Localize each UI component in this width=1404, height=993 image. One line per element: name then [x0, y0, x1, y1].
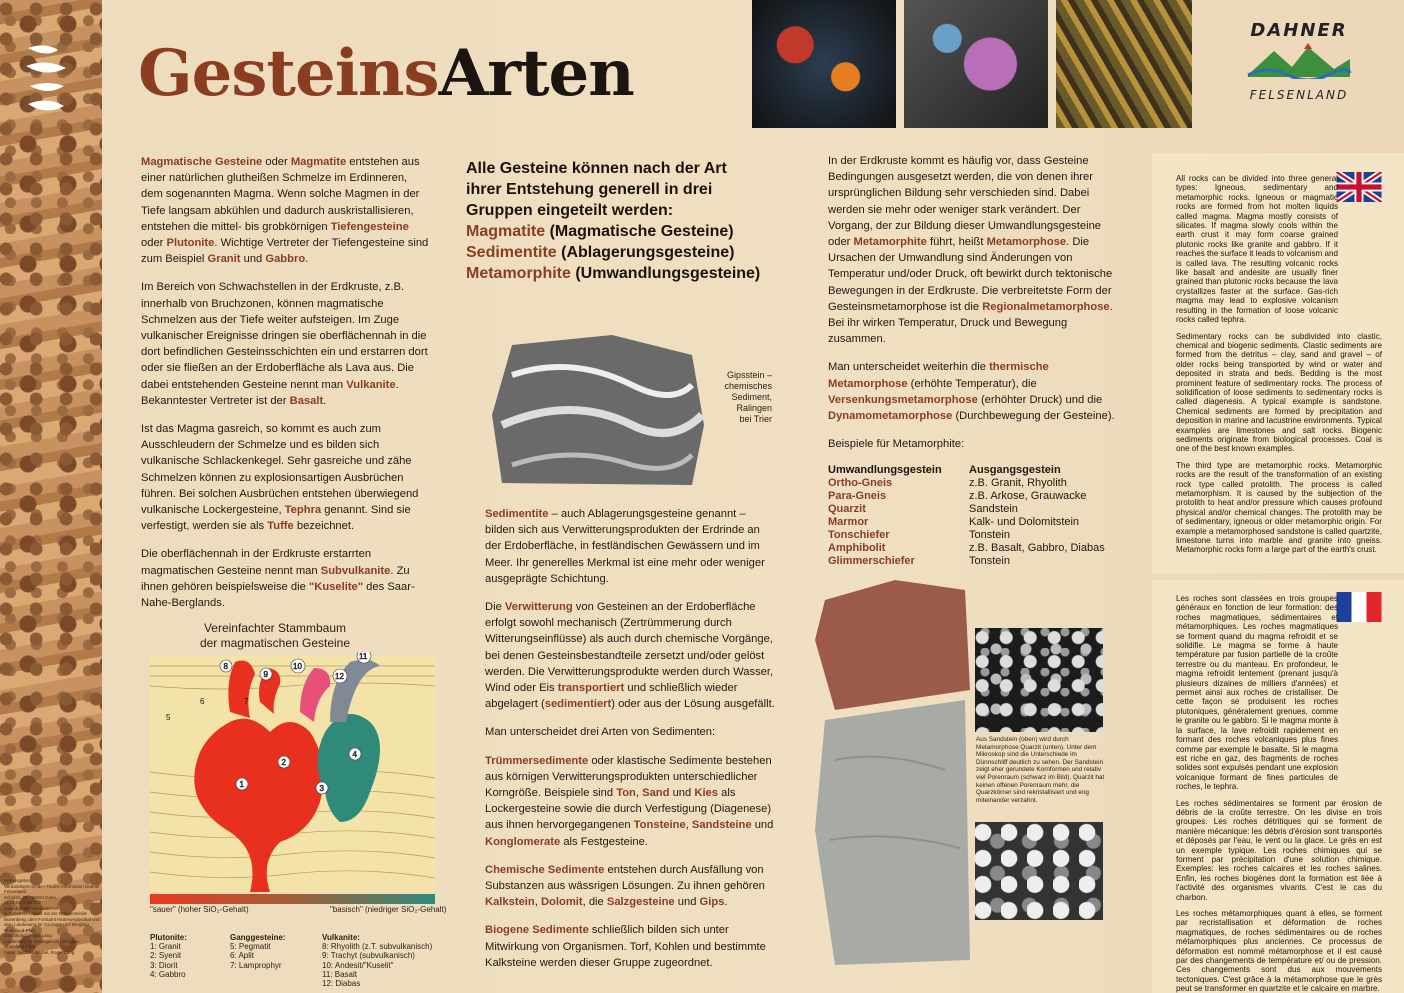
diagram-label: 6 [200, 697, 205, 706]
term: Tephra [284, 504, 322, 517]
diagram-label: 9 [263, 670, 268, 679]
legend-head: Ganggesteine: [230, 933, 286, 942]
rock-stack-logo-icon [22, 42, 70, 114]
french-paragraph: Les roches sont classées en trois groupes généraux en fonction de leur formation: des roches magmatiques, sédimentaires et métamorphiques. Les roches magmatiques se forment quand du magma refroidit et se solidifie. Le magma se forme à haute température par fusion partielle de la croûte terrestre ou du manteau. En profondeur, le magma refroidit lentement (prenant jusqu'à plusieurs dizaines de milliers d'années) et permet ainsi aux roches de cristalliser. De cette façon se produisent les roches plutoniques, généralement grenues, comme le granite ou le gabbro. Si le magma monte à la surface, la lave refroidit rapidement en formant des roches volcaniques plus fines comme par exemple le basalte. Si le magma est riche en gaz, des fragments de roches solides sont expulsés pendant une explosion volcanique formant de fines particules de roches, le tephra. [1176, 594, 1338, 792]
diagram-label: 10 [293, 662, 302, 671]
text: (erhöhte Temperatur), die [907, 377, 1037, 390]
diagram-label: 1 [239, 780, 244, 789]
legend-item: 1: Granit [150, 942, 181, 952]
paragraph [141, 154, 429, 267]
text: . Bei ihr wirken Temperatur, Druck und Bewegung zusammen. [828, 300, 1113, 346]
french-text [1176, 594, 1382, 993]
paragraph [828, 153, 1118, 347]
imprint-line: Fotos: Michael Grüßel, Roger Lang [4, 949, 75, 955]
legend-item: 7: Lamprophyr [230, 960, 282, 970]
english-paragraph: All rocks can be divided into three general types: Igneous, sedimentary and metamorphic rocks. Igneous or magmatic rocks are formed from hot molten liquids called magma. Magma mostly consists of silicates. If magma slowly cools within the earth crust it may form coarse grained plutonic rocks like granite and gabbro. If it reaches the surface it leads to volcanism and is called lava. The resulting volcanic rocks like basalt and andesite are usually finer grained than plutonic rocks because the lava crystallizes faster at the surface. Gas-rich magma may lead to explosive volcanism resulting in the formation of loose volcanic rocks called tephra. [1176, 174, 1338, 325]
legend-ganggesteine [230, 933, 286, 970]
intro-group [466, 263, 796, 284]
term: Kies [694, 787, 718, 800]
intro-line: Gruppen eingeteilt werden: [466, 202, 674, 219]
diagram-label: 3 [319, 784, 324, 793]
intro-line: ihrer Entstehung generell in drei [466, 181, 713, 198]
intro-group [466, 242, 796, 263]
text: oder [141, 237, 167, 250]
term: Magmatische Gesteine [141, 156, 263, 168]
silica-gradient-bar [150, 894, 435, 904]
title-part-2: Arten [438, 36, 634, 111]
group-desc: (Umwandlungsgesteine) [570, 265, 761, 282]
text: (erhöhter Druck) und die [977, 393, 1103, 406]
brand-line-1: DAHNER [1250, 20, 1348, 41]
text: entstehen durch Ausfällung von Substanzen aus wässrigen Lösungen. Zu ihnen gehören [485, 863, 765, 893]
text: . Zu ihnen gehören beispielsweise die [141, 564, 410, 593]
term: "Kuselite" [308, 580, 364, 593]
paragraph [828, 359, 1118, 424]
diagram-label: 8 [223, 662, 228, 671]
magmatite-column [141, 154, 429, 623]
table-row [828, 503, 1105, 516]
table-cell: Glimmerschiefer [828, 555, 915, 568]
imprint-line: in Zusammenarbeit mit der Ortsgemeinde Busenberg, dem Forstamt Hinterweidenthal und dem Landesamt für Geologie und Bergbau Rheinland-Pfalz [4, 911, 100, 933]
group-term: Metamorphite [466, 265, 571, 282]
table-header-cell: Umwandlungsgestein [828, 464, 942, 477]
sandstone-quartzite-sample-photo [815, 580, 970, 965]
legend-item: 10: Andesit/"Kuselit" [322, 960, 394, 970]
text: ) oder aus der Lösung ausgefällt. [611, 698, 775, 711]
rock-layers-photo [1056, 0, 1192, 128]
text: als Lockergesteine sowie die durch Verfestigung (Diagenese) aus ihnen hervorgegangenen [485, 787, 772, 832]
thin-section-caption: Aus Sandstein (oben) wird durch Metamorphose Quarzit (unten). Unter dem Mikroskop sind die Unterschiede im Dünnschliff deutlich zu sehen. Der Sandstein zeigt eher gerundete Kornformen und relativ viel Porenraum (schwarz im Bild). Quarzit hat keinen offenen Porenraum mehr, die Quarzkörner sind rekristallisiert und eng miteinander verzahnt. [976, 736, 1105, 804]
diagram-label: 5 [166, 713, 171, 722]
table-cell: Tonstein [969, 555, 1010, 568]
diagram-title-line: Vereinfachter Stammbaum [203, 621, 347, 635]
thin-section-photo-2 [904, 0, 1048, 128]
table-cell: z.B. Arkose, Grauwacke [969, 490, 1087, 503]
english-paragraph: Sedimentary rocks can be subdivided into clastic, chemical and biogenic sediments. Clastic sediments are formed from the detritus – clay, sand and gravel – of older rocks being transported by wind or water and deposited in strata and beds. Bedding is the most prominent feature of sedimentary rocks. The process of solidification of loose sediments to sedimentary rocks is called diagenesis. A typical example is sandstone. Chemical sediments are formed by precipitation and deposition in marine and lacustrine environments. Typical examples are limestones and salt rocks. Biogenic sediments originate from biological processes. Coal is one of the best known examples. [1176, 331, 1382, 454]
thin-section-photo-1 [752, 0, 896, 128]
page-title [138, 36, 634, 111]
paragraph [828, 436, 1118, 452]
table-cell: Ortho-Gneis [828, 477, 893, 490]
term: Basalt [289, 394, 324, 407]
term: Sedimentite [485, 508, 549, 520]
term: Versenkungsmetamorphose [828, 393, 978, 406]
text: und schließlich wieder abgelagert ( [485, 682, 738, 711]
term: Gips [699, 896, 725, 909]
gypsum-caption [700, 370, 772, 425]
mountains-icon [1244, 41, 1354, 79]
imprint-line: Landesamt für Geologie und Bergbau Rheinland-Pfalz [4, 938, 80, 949]
text: oder klastische Sedimente bestehen aus körnigen Verwitterungsprodukten unterschiedlicher Korngröße. Beispiele sind [485, 754, 772, 800]
text: , [534, 896, 541, 909]
text: Man unterscheidet drei Arten von Sedimenten: [485, 726, 716, 739]
acid-label: "sauer" (hoher SiO₂-Gehalt) [150, 905, 249, 914]
text: . Die Ursachen der Umwandlung sind Änderungen von Temperatur und/oder Druck, oft bewirkt durch tektonische Bewegungen in der Erdkruste. Die verbreitetste Form der Gesteinsmetamorphose ist die [828, 236, 1113, 313]
text: In der Erdkruste kommt es häufig vor, dass Gesteine Bedingungen ausgesetzt werden, die von denen ihrer ursprünglichen Bildung sehr verschieden sind. Dabei werden sie mehr oder weniger stark verändert. Der Vorgang, der zur Bildung dieser Umwandlungsgesteine oder [828, 155, 1102, 249]
term: Granit [207, 253, 241, 266]
text: von Gesteinen an der Erdoberfläche erfolgt sowohl mechanisch (Zertrümmerung durch Witterungseinflüsse) als auch durch chemische Vorgänge, bei denen Gesteinsbestandteile zersetzt und/oder gelöst werden. Die Verwitterungsprodukte werden durch Wasser, Wind oder Eis [485, 601, 774, 695]
metamorphite-column [828, 153, 1118, 568]
table-cell: Kalk- und Dolomitstein [969, 516, 1080, 529]
brand-line-2: FELSENLAND [1249, 88, 1349, 102]
term: Sandsteine [691, 819, 752, 832]
text: . [305, 253, 309, 266]
legend-item: 6: Aplit [230, 951, 255, 961]
legend-item: 4: Gabbro [150, 969, 186, 979]
term: Chemische Sedimente [485, 863, 605, 876]
term: sedimentiert [544, 698, 612, 711]
legend-item: 3: Diorit [150, 960, 178, 970]
term: thermische Metamorphose [828, 361, 1049, 390]
legend-item: 12: Diabas [322, 979, 361, 989]
text: , die [582, 896, 607, 909]
text: und [751, 819, 774, 832]
table-row [828, 529, 1105, 542]
legend-head: Vulkanite: [322, 933, 360, 942]
text: . [323, 394, 327, 407]
legend-item: 5: Pegmatit [230, 942, 271, 952]
legend-item: 2: Syenit [150, 951, 182, 961]
legend-plutonite [150, 933, 187, 979]
text: Die oberflächennah in der Erdkruste erstarrten magmatischen Gesteine nennt man [141, 548, 372, 577]
term: Metamorphite [853, 236, 927, 249]
text: Beispiele für Metamorphite: [828, 438, 965, 451]
imprint-line: Schulstr. 29 · 66994 Dahn [4, 894, 57, 900]
gypsum-rock-photo [492, 335, 707, 490]
legend-item: 8: Rhyolith (z.T. subvulkanisch) [322, 942, 433, 952]
paragraph [485, 599, 775, 712]
table-row [828, 477, 1105, 490]
term: Biogene Sedimente [485, 924, 589, 937]
text: genannt. Sind sie verfestigt, werden sie als [141, 504, 411, 533]
text: führt, heißt [926, 236, 987, 249]
term: Metamorphose [986, 236, 1067, 249]
group-term: Magmatite [466, 223, 546, 240]
legend-item: 9: Trachyt (subvulkanisch) [322, 951, 415, 961]
term: Ton [616, 787, 636, 800]
paragraph [485, 753, 775, 850]
term: Plutonite [166, 237, 215, 250]
term: Gabbro [265, 253, 306, 266]
text: Man unterscheidet weiterhin die [828, 361, 990, 374]
caption-line: Sediment, [731, 392, 772, 402]
diagram-title [170, 621, 380, 651]
text: . [724, 896, 728, 909]
table-row [828, 555, 1105, 568]
paragraph [141, 546, 429, 611]
text: . Wichtige Vertreter der Tiefengesteine sind zum Beispiel [141, 237, 429, 266]
diagram-label: 2 [281, 758, 286, 767]
term: Kalkstein [485, 896, 535, 909]
english-text [1176, 174, 1382, 562]
table-cell: Amphibolit [828, 542, 886, 555]
term: Vulkanite [346, 378, 396, 391]
paragraph [485, 724, 775, 740]
text: , [685, 819, 692, 832]
magmatic-family-tree-diagram [150, 652, 435, 907]
diagram-label: 11 [359, 652, 368, 661]
text: schließlich bilden sich unter Mitwirkung von Organismen. Torf, Kohlen und bestimmte Kalksteine werden dieser Gruppe zugeordnet. [485, 924, 766, 969]
paragraph [485, 862, 775, 911]
caption-line: bei Trier [739, 414, 772, 424]
term: Salzgesteine [606, 896, 675, 909]
term: Sand [642, 787, 670, 800]
basic-label: "basisch" (niedriger SiO₂-Gehalt) [330, 905, 447, 914]
table-cell: z.B. Granit, Rhyolith [969, 477, 1067, 490]
text: Die [485, 601, 505, 614]
sedimentite-column [485, 506, 775, 983]
text: und [240, 253, 266, 266]
diagram-label: 12 [335, 672, 344, 681]
caption-line: Ralingen [736, 403, 772, 413]
text: bezeichnet. [293, 520, 355, 533]
table-header-cell: Ausgangsgestein [969, 464, 1061, 477]
title-part-1: Gesteins [138, 36, 439, 111]
sandstone-photo-strip [0, 0, 102, 993]
imprint-line: Herausgeber: [4, 878, 32, 883]
paragraph [485, 506, 775, 587]
imprint-line: www.dahner-felsenland.net [4, 905, 59, 911]
term: Tonsteine [633, 819, 686, 832]
table-row [828, 490, 1105, 503]
term: Konglomerate [485, 835, 561, 848]
term: Tiefengesteine [330, 220, 409, 233]
caption-line: chemisches [724, 381, 772, 391]
imprint-line: Verbandsgemeinde / Tourist-Information Dahner Felsenland [4, 883, 100, 894]
group-desc: (Ablagerungsgesteine) [556, 244, 735, 261]
english-paragraph: The third type are metamorphic rocks. Metamorphic rocks are the result of the transformation of an existing rock type called protolith. The process is called metamorphism. It is caused by the subjection of the protolith to heat and/or pressure which causes profound physical and/or chemical changes. The protolith may be of sedimentary, igneous or older metamorphic origin. For example a metamorphosed sandstone is called quartzite, limestone turns into marble and granite into gneiss. Metamorphic rocks form a large part of the earth's crust. [1176, 460, 1382, 555]
diagram-label: 7 [244, 697, 249, 706]
text: als Festgesteine. [560, 835, 648, 848]
term: Subvulkanite [320, 564, 391, 577]
intro-heading [466, 158, 796, 284]
paragraph [141, 279, 429, 409]
caption-line: Gipsstein – [726, 370, 772, 380]
term: Trümmersedimente [485, 754, 589, 767]
group-term: Sedimentite [466, 244, 557, 261]
table-row [828, 516, 1105, 529]
text: Ist das Magma gasreich, so kommt es auch zum Ausschleudern der Schmelze und es bilden sich vulkanische Schlackenkegel. Sehr gasreiche und zähe Schmelzen können zu explosionsartigen Ausbrüchen führen. Bei solchen Ausbrüchen entstehen überwiegend vulkanische Lockergesteine, [141, 423, 419, 517]
text: und [674, 896, 700, 909]
table-header [828, 464, 1105, 477]
text: oder [262, 156, 291, 168]
diagram-label: 4 [352, 750, 357, 759]
legend-item: 11: Basalt [322, 969, 357, 979]
legend-head: Plutonite: [150, 933, 187, 942]
text: – auch Ablagerungsgesteine genannt – bilden sich aus Verwitterungsprodukten der Erdrinde an der Erdoberfläche, in festländischen Gewässern und im Meer. Ihr generelles Merkmal ist eine mehr oder weniger ausgeprägte Schichtung. [485, 508, 765, 585]
dahner-felsenland-logo [1224, 20, 1374, 120]
table-cell: Marmor [828, 516, 869, 529]
table-row [828, 542, 1105, 555]
table-cell: Tonstein [969, 529, 1010, 542]
table-cell: Sandstein [969, 503, 1018, 516]
term: Dolomit [540, 896, 583, 909]
table-cell: Tonschiefer [828, 529, 890, 542]
imprint-line: (0 63 91) 9 96 222 [4, 900, 41, 905]
paragraph [141, 421, 429, 534]
group-desc: (Magmatische Gesteine) [545, 223, 734, 240]
quartzite-thin-section [975, 822, 1103, 920]
table-cell: Quarzit [828, 503, 866, 516]
imprint [4, 878, 100, 955]
sandstone-thin-section [975, 628, 1103, 732]
table-cell: Para-Gneis [828, 490, 887, 503]
french-paragraph: Les roches sédimentaires se forment par érosion de débris de la croûte terrestre. On les divise en trois groupes. Les roches détritiques qui se forment de manière mécanique: les débris d'érosion sont transportés et déposés par l'eau, le vent ou la glace. Le grès en est un exemple typique. Les roches chimiques qui se forment par précipitation d'une solution chimique. Exemples: les roches calcaires et les roches salines. Enfin, les roches biogènes dont la formation est liée à l'activité des organismes vivants. C'est le cas du charbon. [1176, 798, 1382, 902]
metamorphite-table [828, 464, 1105, 568]
legend-vulkanite [322, 933, 432, 988]
text: entstehen aus einer natürlichen glutheißen Schmelze im Erdinneren, dem sogenannten Magma. Wenn solche Magmen in der Tiefe langsam abkühlen und dadurch auskristallisieren, entstehen die mittel- bis grobkörnigen [141, 156, 420, 233]
french-paragraph: Les roches métamorphiques quant à elles, se forment par recristallisation et déformation de roches magmatiques, de roches sédimentaires ou de roches métamorphiques plus anciennes. Ce processus de déformation est nommé métamorphose et il est causé par des changements de température et/ ou de pression. Ces changements sont dus aux mouvements tectoniques. C'est grâce à la métamorphose que le grès peut se transformer en quartzite et le calcaire en marbre. [1176, 909, 1382, 993]
diagram-title-line: der magmatischen Gesteine [199, 636, 351, 650]
paragraph [485, 922, 775, 971]
intro-line: Alle Gesteine können nach der Art [466, 160, 727, 177]
table-cell: z.B. Basalt, Gabbro, Diabas [969, 542, 1105, 555]
term: Regionalmetamorphose [982, 300, 1110, 313]
term: transportiert [557, 682, 625, 695]
intro-group [466, 221, 796, 242]
term: Magmatite [290, 156, 347, 168]
text: des Saar-Nahe-Berglands. [141, 580, 415, 610]
term: Verwitterung [504, 601, 573, 614]
text: (Durchbewegung der Gesteine). [952, 410, 1115, 423]
text: , [635, 787, 643, 800]
term: Dynamometamorphose [828, 410, 953, 423]
text: . Bekanntester Vertreter ist der [141, 378, 399, 407]
imprint-line: Gestaltung: Roger Lang [4, 933, 52, 938]
term: Tuffe [267, 520, 294, 533]
text: Im Bereich von Schwachstellen in der Erdkruste, z.B. innerhalb von Bruchzonen, können magmatische Schmelzen aus der Tiefe weiter aufsteigen. Im Zuge vulkanischer Ereignisse dringen sie oberflächennah in die dort befindlichen Gesteinsschichten ein und erstarren dort oder sie fließen an der Erdoberfläche als Lava aus. Die dabei entstehenden Gesteine nennt man [141, 281, 428, 391]
text: und [669, 787, 695, 800]
